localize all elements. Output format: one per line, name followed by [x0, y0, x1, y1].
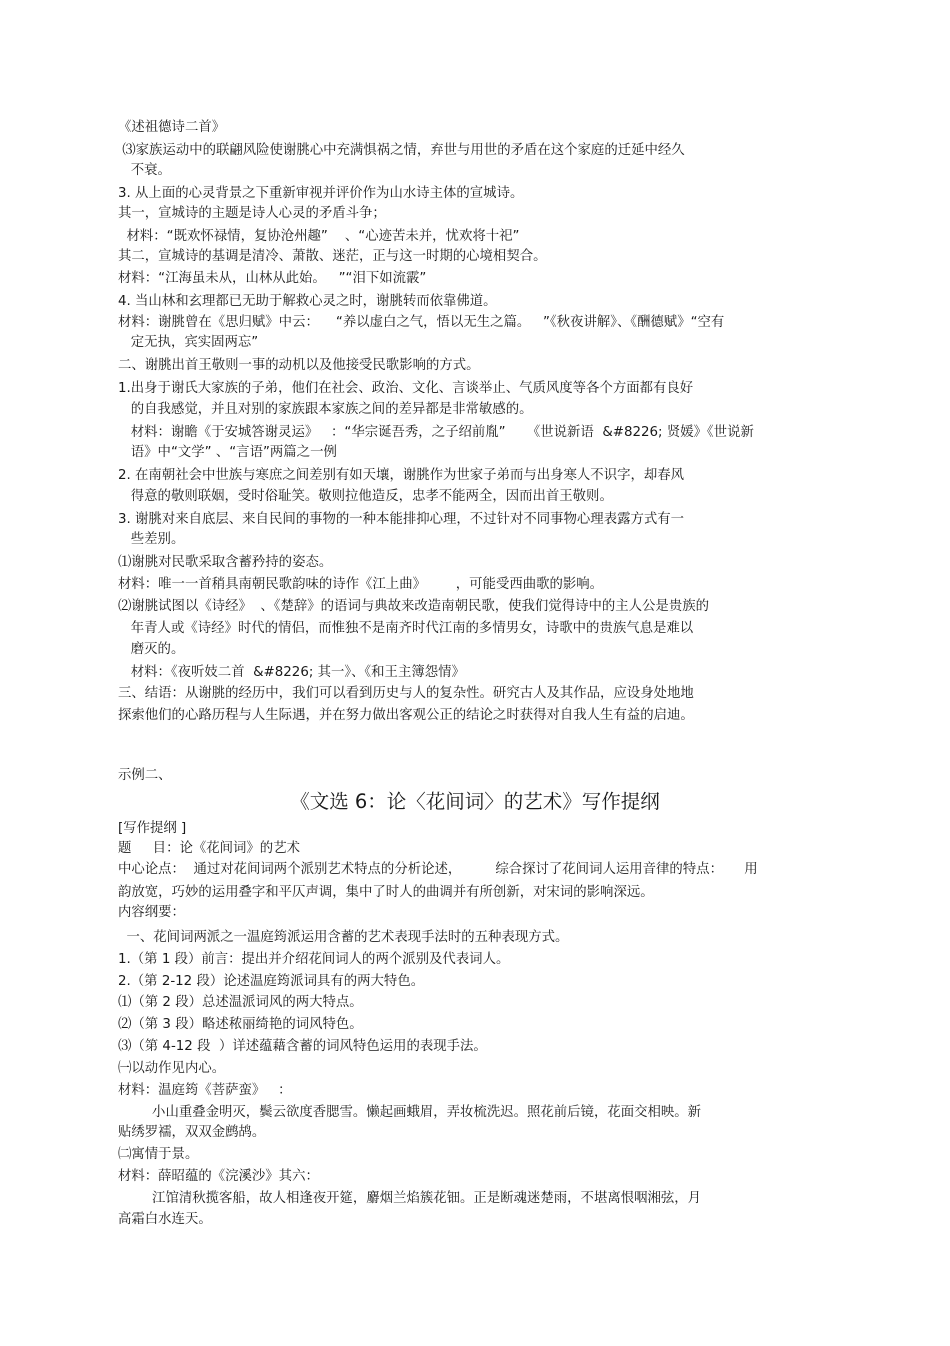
text-line: ㈠以动作见内心。 — [118, 1061, 226, 1076]
text-line: 示例二、 — [118, 768, 172, 783]
text-line: ⑵谢朓试图以《诗经》 、《楚辞》的语词与典故来改造南朝民歌，使我们觉得诗中的主人公是贵族的 — [118, 599, 709, 614]
text-line: 4. 当山林和玄理都已无助于解救心灵之时，谢朓转而依靠佛道。 — [118, 294, 497, 309]
text-line: 《述祖德诗二首》 — [118, 120, 226, 135]
text-line: 语》中“文学” 、“言语”两篇之一例 — [118, 445, 337, 460]
text-line: 3. 从上面的心灵背景之下重新审视并评价作为山水诗主体的宣城诗。 — [118, 186, 524, 201]
text-line: 1.出身于谢氏大家族的子弟，他们在社会、政治、文化、言谈举止、气质风度等各个方面都有良好 — [118, 381, 694, 396]
text-line: ⑴谢朓对民歌采取含蓄矜持的姿态。 — [118, 555, 333, 570]
text-line: ⑶（第 4-12 段 ）详述蕴藉含蓄的词风特色运用的表现手法。 — [118, 1039, 487, 1054]
text-line: 三、结语：从谢朓的经历中，我们可以看到历史与人的复杂性。研究古人及其作品，应设身处地地 — [118, 686, 694, 701]
text-line: 材料：薛昭蕴的《浣溪沙》其六： — [118, 1169, 319, 1184]
text-line: 材料：“江海虽未从，山林从此始。 ”“泪下如流霰” — [118, 271, 427, 286]
text-line: 二、谢朓出首王敬则一事的动机以及他接受民歌影响的方式。 — [118, 358, 480, 373]
text-line: 一、花间词两派之一温庭筠派运用含蓄的艺术表现手法时的五种表现方式。 — [118, 930, 569, 945]
text-line: ⑴（第 2 段）总述温派词风的两大特点。 — [118, 995, 363, 1010]
text-line: 韵放宽，巧妙的运用叠字和平仄声调，集中了时人的曲调并有所创新，对宋词的影响深远。 — [118, 885, 654, 900]
text-line: [写作提纲 ] — [118, 821, 187, 836]
text-line: 的自我感觉，并且对别的家族跟本家族之间的差异都是非常敏感的。 — [118, 402, 533, 417]
text-line: ㈡寓情于景。 — [118, 1147, 199, 1162]
text-line: 材料：《夜听妓二首 &#8226; 其一》、《和王主簿怨情》 — [118, 665, 465, 680]
text-line: 材料：谢瞻《于安城答谢灵运》 ：“华宗诞吾秀，之子绍前胤” 《世说新语 &#8226; 贤媛》《世说新 — [118, 425, 754, 440]
text-line: 贴绣罗襦，双双金鹧鸪。 — [118, 1125, 266, 1140]
text-line: 江馆清秋揽客船，故人相逢夜开筵，麝烟兰焰簇花钿。正是断魂迷楚雨，不堪离恨咽湘弦，月 — [118, 1191, 702, 1206]
text-line: 年青人或《诗经》时代的情侣，而惟独不是南齐时代江南的多情男女，诗歌中的贵族气息是难以 — [118, 621, 694, 636]
text-line: 其二，宣城诗的基调是清冷、萧散、迷茫，正与这一时期的心境相契合。 — [118, 249, 547, 264]
document-title: 《文选 6：论〈花间词〉的艺术》写作提纲 — [290, 790, 660, 813]
text-line: 定无执，宾实固两忘” — [118, 335, 259, 350]
text-line: ⑶家族运动中的联翩风险使谢朓心中充满惧祸之情，弃世与用世的矛盾在这个家庭的迁延中经久 — [118, 143, 685, 158]
text-line: 其一，宣城诗的主题是诗人心灵的矛盾斗争； — [118, 206, 386, 221]
text-line: 些差别。 — [118, 532, 185, 547]
text-line: 1.（第 1 段）前言：提出并介绍花间词人的两个派别及代表词人。 — [118, 952, 510, 967]
text-line: ⑵（第 3 段）略述秾丽绮艳的词风特色。 — [118, 1017, 363, 1032]
text-line: 材料：“既欢怀禄情，复协沧州趣” 、“心迹苦未并，忧欢将十祀” — [118, 229, 520, 244]
text-line: 得意的敬则联姻，受时俗耻笑。敬则拉他造反，忠孝不能两全，因而出首王敬则。 — [118, 489, 613, 504]
text-line: 不衰。 — [118, 163, 171, 178]
text-line: 中心论点： 通过对花间词两个派别艺术特点的分析论述， 综合探讨了花间词人运用音律的特点： 用 — [118, 862, 758, 877]
text-line: 2.（第 2-12 段）论述温庭筠派词具有的两大特色。 — [118, 974, 425, 989]
text-line: 材料：谢朓曾在《思归赋》中云： “养以虚白之气，悟以无生之篇。 ”《秋夜讲解》、《酬德赋》“空有 — [118, 315, 725, 330]
text-line: 高霜白水连天。 — [118, 1212, 212, 1227]
text-line: 磨灭的。 — [118, 642, 185, 657]
text-line: 题 目：论《花间词》的艺术 — [118, 841, 300, 856]
text-line: 小山重叠金明灭，鬓云欲度香腮雪。懒起画蛾眉，弄妆梳洗迟。照花前后镜，花面交相映。新 — [118, 1105, 702, 1120]
text-line: 探索他们的心路历程与人生际遇，并在努力做出客观公正的结论之时获得对自我人生有益的启迪。 — [118, 708, 694, 723]
text-line: 材料：唯一一首稍具南朝民歌韵味的诗作《江上曲》 ，可能受西曲歌的影响。 — [118, 577, 604, 592]
text-line: 2. 在南朝社会中世族与寒庶之间差别有如天壤，谢朓作为世家子弟而与出身寒人不识字，却春风 — [118, 468, 685, 483]
text-line: 材料：温庭筠《菩萨蛮》 ： — [118, 1083, 292, 1098]
text-line: 3. 谢朓对来自底层、来自民间的事物的一种本能排抑心理，不过针对不同事物心理表露方式有一 — [118, 512, 685, 527]
text-line: 内容纲要： — [118, 905, 185, 920]
